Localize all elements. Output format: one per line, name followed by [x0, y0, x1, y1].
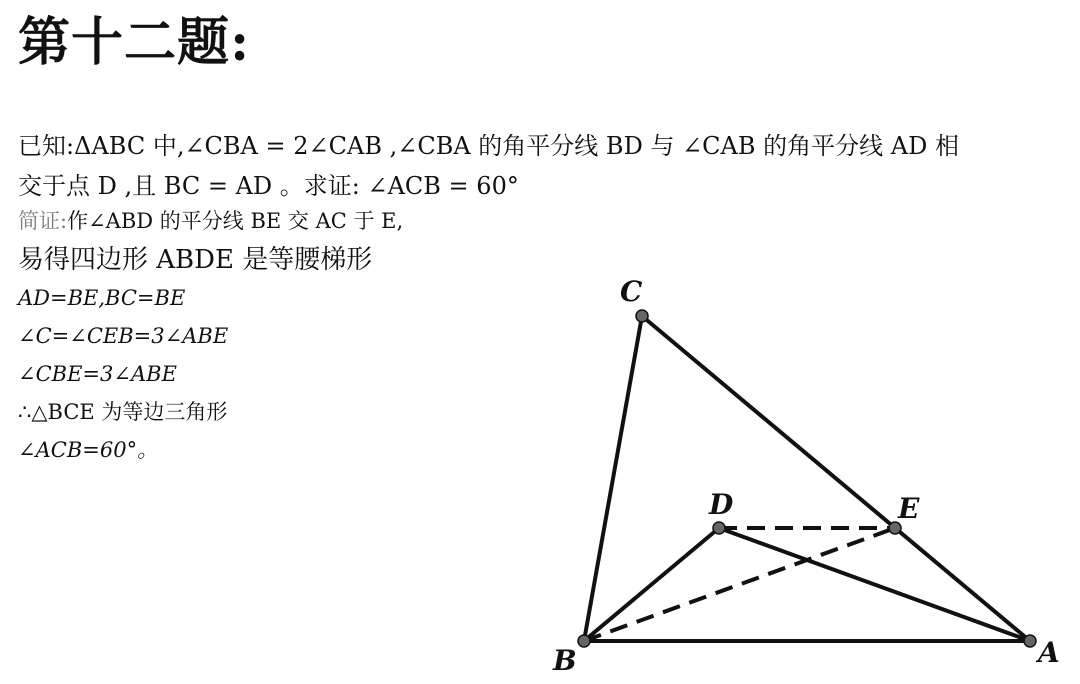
solution-label: 简证:	[18, 209, 68, 233]
label-d: D	[709, 488, 734, 521]
segment-bc	[584, 316, 642, 641]
solution-step-3: AD=BE,BC=BE	[18, 286, 186, 310]
problem-line-2: 交于点 D ,且 BC = AD 。求证: ∠ACB = 60°	[18, 172, 519, 200]
page-title: 第十二题:	[18, 12, 251, 73]
solution-step-4: ∠C=∠CEB=3∠ABE	[18, 324, 229, 348]
point-c	[636, 310, 648, 322]
point-a	[1024, 635, 1036, 647]
point-d	[713, 522, 725, 534]
solution-step-6: ∴△BCE 为等边三角形	[18, 400, 228, 424]
segment-bd	[584, 528, 719, 641]
problem-line-1: 已知:ΔABC 中,∠CBA = 2∠CAB ,∠CBA 的角平分线 BD 与 ∠CAB 的角平分线 AD 相	[18, 132, 959, 160]
solution-step-2: 易得四边形 ABDE 是等腰梯形	[18, 245, 373, 275]
label-b: B	[553, 644, 577, 677]
segment-da	[719, 528, 1030, 641]
segment-ca	[642, 316, 1030, 641]
label-a: A	[1038, 636, 1060, 669]
segment-be-dashed	[584, 528, 895, 641]
label-e: E	[898, 492, 920, 525]
solution-step-7: ∠ACB=60°。	[18, 438, 159, 462]
solution-step-1: 作∠ABD 的平分线 BE 交 AC 于 E,	[67, 209, 404, 233]
label-c: C	[620, 275, 643, 308]
point-b	[578, 635, 590, 647]
solution-step-5: ∠CBE=3∠ABE	[18, 362, 177, 386]
